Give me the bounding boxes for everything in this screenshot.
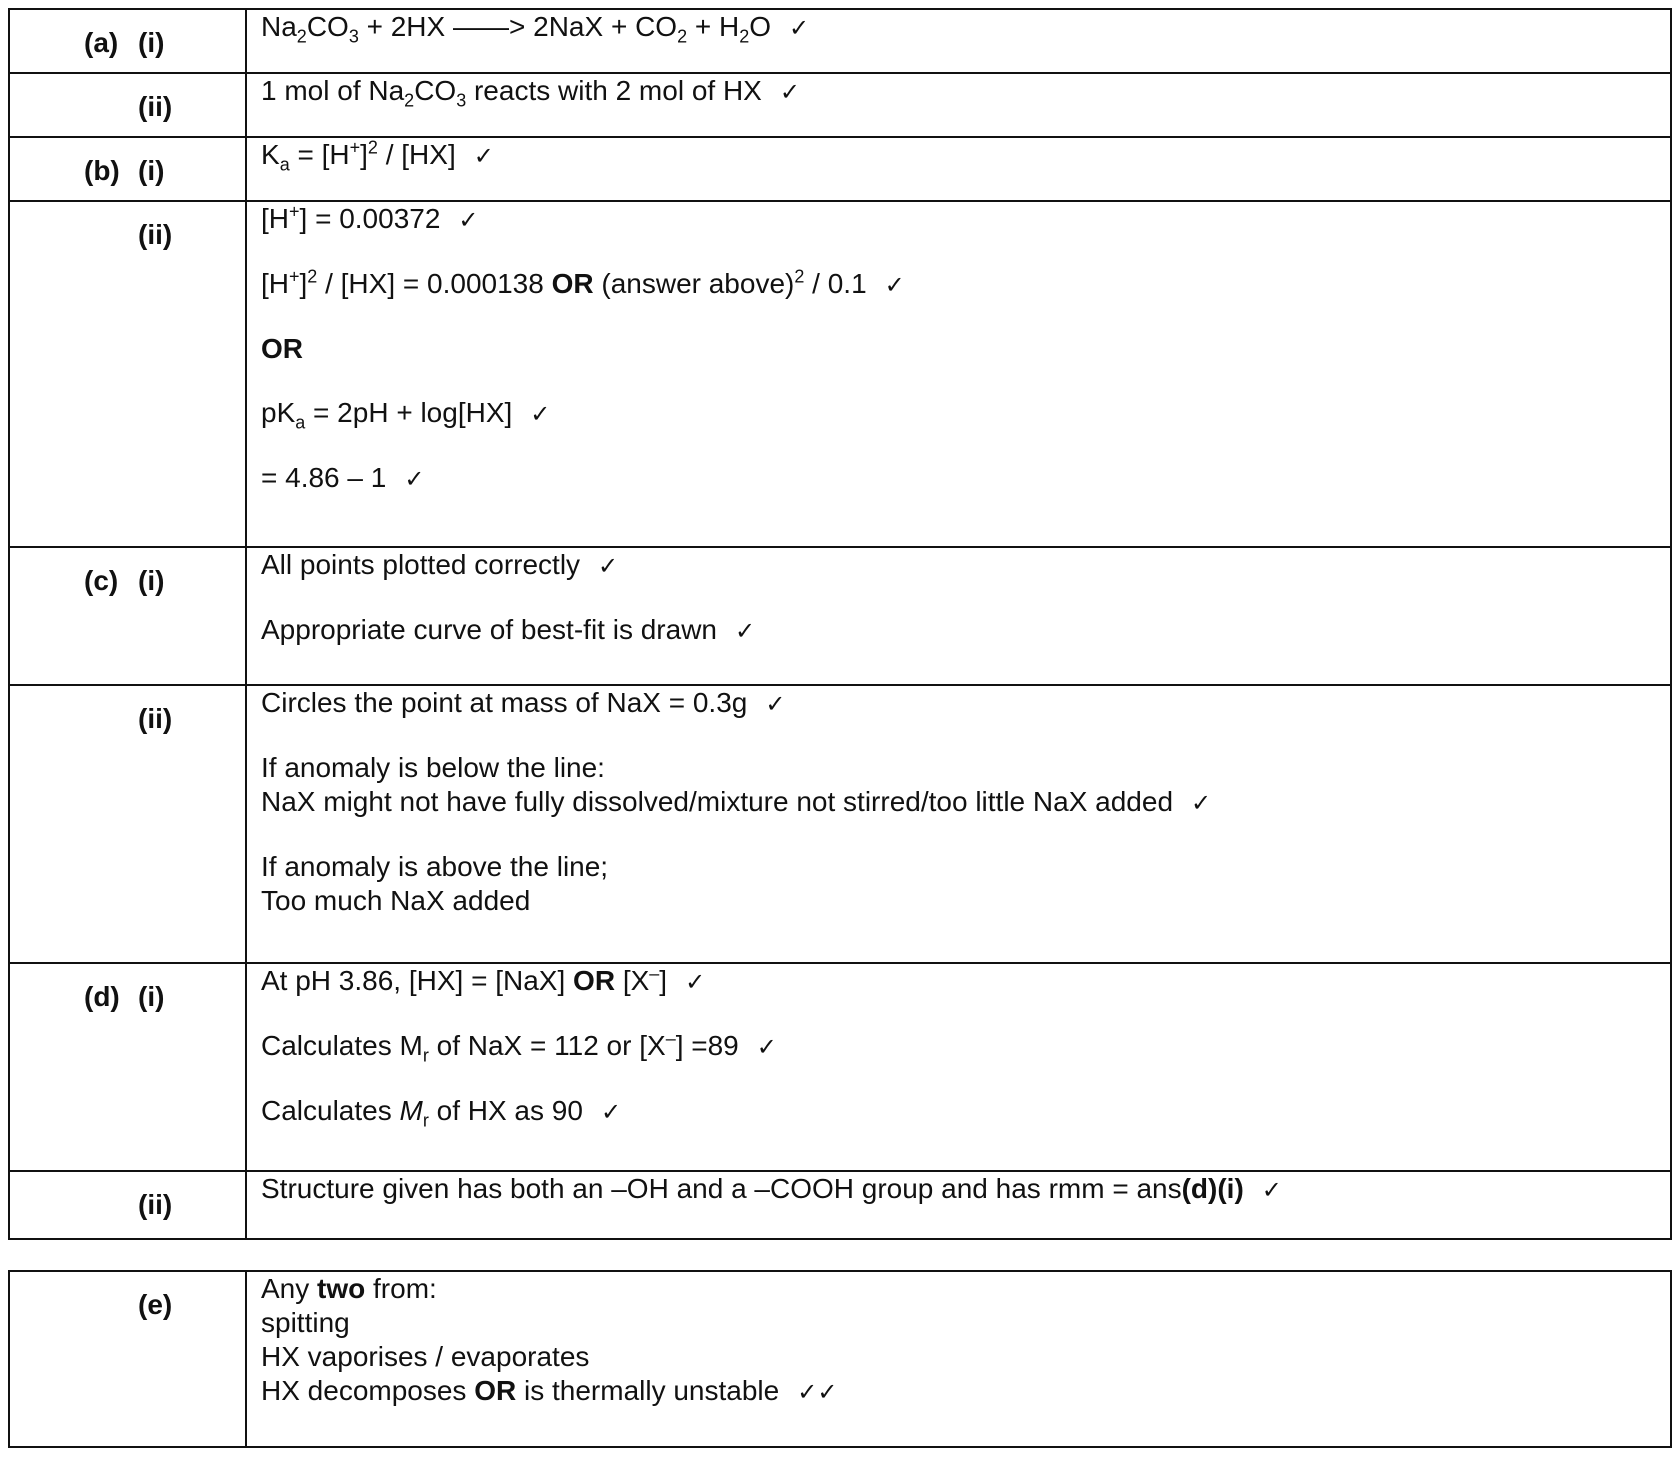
answer-line: Any two from: xyxy=(261,1273,437,1304)
answer-cell xyxy=(246,137,1671,201)
check-mark-icon: ✓ xyxy=(530,400,551,428)
question-part-label: (b) xyxy=(84,155,120,186)
check-mark-icon: ✓ xyxy=(404,465,425,493)
table-row-b-ii xyxy=(9,201,1671,547)
check-mark-icon: ✓ xyxy=(458,206,479,234)
answer-line: OR xyxy=(261,333,303,364)
answer-line: HX decomposes OR is thermally unstable ✓✓ xyxy=(261,1374,1670,1409)
question-subpart-label: (ii) xyxy=(138,703,173,734)
check-mark-icon: ✓ xyxy=(1191,789,1212,817)
check-mark-icon: ✓ xyxy=(598,552,619,580)
mark-scheme-table-continued xyxy=(8,1270,1672,1448)
answer-line: HX vaporises / evaporates xyxy=(261,1341,590,1372)
answer-line: NaX might not have fully dissolved/mixture not stirred/too little NaX added ✓ xyxy=(261,785,1670,820)
answer-line: Too much NaX added xyxy=(261,885,531,916)
check-mark-icon: ✓ xyxy=(473,142,494,170)
check-mark-icon: ✓ xyxy=(779,78,800,106)
question-part-label: (c) xyxy=(84,565,119,596)
answer-cell xyxy=(246,685,1671,963)
question-part-label: (a) xyxy=(84,27,119,58)
answer-line: = 4.86 – 1 ✓ xyxy=(261,461,1670,496)
check-mark-icon: ✓ xyxy=(789,14,810,42)
answer-cell xyxy=(246,963,1671,1171)
question-label-cell xyxy=(9,685,246,963)
answer-cell xyxy=(246,201,1671,547)
table-row-d-ii xyxy=(9,1171,1671,1239)
table-row-c-i xyxy=(9,547,1671,685)
table-row-a-ii xyxy=(9,73,1671,137)
question-label-cell xyxy=(9,1171,246,1239)
question-subpart-label: (ii) xyxy=(138,91,173,122)
table-row-e xyxy=(9,1271,1671,1447)
double-check-mark-icon: ✓✓ xyxy=(797,1378,838,1406)
answer-line: Appropriate curve of best-fit is drawn ✓ xyxy=(261,613,1670,648)
question-subpart-label: (i) xyxy=(138,155,165,186)
check-mark-icon: ✓ xyxy=(600,1098,622,1126)
answer-line: All points plotted correctly ✓ xyxy=(261,548,1670,583)
answer-equation: $Na_2CO_3 + 2HX$ ——> $2NaX + CO_2 + H_2O$ ✓ xyxy=(261,11,810,47)
check-mark-icon: ✓ xyxy=(884,271,905,299)
question-label-cell xyxy=(9,963,246,1171)
table-row-b-i xyxy=(9,137,1671,201)
answer-line: Calculates $M_r$ of NaX = 112 or [X–] =89 ✓ xyxy=(261,1028,777,1066)
question-label-cell xyxy=(9,1271,246,1447)
answer-line: If anomaly is above the line; xyxy=(261,851,609,882)
answer-cell xyxy=(246,1271,1671,1447)
table-row-d-i xyxy=(9,963,1671,1171)
check-mark-icon: ✓ xyxy=(765,690,786,718)
question-label-cell xyxy=(9,9,246,73)
table-row-c-ii xyxy=(9,685,1671,963)
question-label-cell xyxy=(9,547,246,685)
answer-line: $[H^+]^2 / [HX] = 0.000138$ OR (answer above)$^2$ / 0.1 ✓ xyxy=(261,267,1670,302)
answer-line: Calculates $M_r$ of HX as 90 ✓ xyxy=(261,1095,622,1131)
table-row-a-i xyxy=(9,9,1671,73)
answer-cell xyxy=(246,1171,1671,1239)
question-label-cell xyxy=(9,73,246,137)
question-subpart-label: (i) xyxy=(138,981,165,1012)
answer-cell xyxy=(246,73,1671,137)
answer-line: $pK_a = 2pH + \log[HX]$ ✓ xyxy=(261,397,551,433)
question-subpart-label: (ii) xyxy=(138,1189,173,1220)
question-subpart-label: (i) xyxy=(138,565,165,596)
mark-scheme-table xyxy=(8,8,1672,1240)
answer-line: If anomaly is below the line: xyxy=(261,752,605,783)
answer-line: 1 mol of $Na_2CO_3$ reacts with 2 mol of HX ✓ xyxy=(261,75,800,111)
check-mark-icon: ✓ xyxy=(734,617,756,645)
answer-line: At pH 3.86, [HX] = [NaX] OR [X–] ✓ xyxy=(261,964,1670,999)
answer-line: Circles the point at mass of NaX = 0.3g ✓ xyxy=(261,686,1670,721)
question-label-cell xyxy=(9,201,246,547)
answer-line: Structure given has both an –OH and a –COOH group and has rmm = ans(d)(i) ✓ xyxy=(261,1172,1670,1207)
check-mark-icon: ✓ xyxy=(685,968,706,996)
question-label-cell xyxy=(9,137,246,201)
answer-cell xyxy=(246,9,1671,73)
question-subpart-label: (e) xyxy=(138,1289,173,1320)
question-part-label: (d) xyxy=(84,981,120,1012)
answer-line: [H+] = 0.00372 ✓ xyxy=(261,202,1670,237)
question-subpart-label: (ii) xyxy=(138,219,173,250)
check-mark-icon: ✓ xyxy=(1261,1176,1282,1204)
check-mark-icon: ✓ xyxy=(756,1033,777,1061)
question-subpart-label: (i) xyxy=(138,27,165,58)
answer-line: spitting xyxy=(261,1307,350,1338)
answer-line: $K_a = [H^+]^2 / [HX]$ ✓ xyxy=(261,137,494,175)
answer-cell xyxy=(246,547,1671,685)
